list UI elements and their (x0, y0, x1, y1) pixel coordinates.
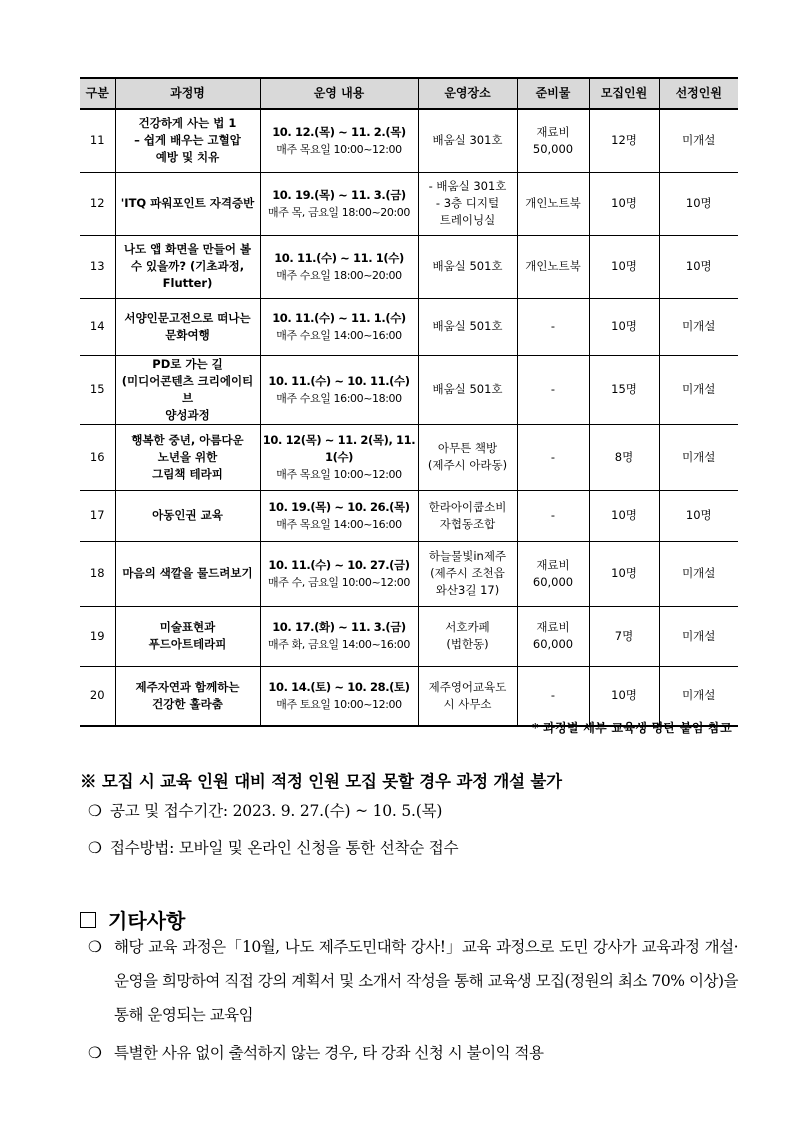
recruit-count: 10명 (589, 298, 659, 355)
header-place: 운영장소 (418, 78, 517, 109)
recruit-count: 12명 (589, 109, 659, 172)
selected-count: 미개설 (659, 606, 738, 666)
bullet-circle-icon: ❍ (88, 1044, 102, 1062)
course-time: 매주 목요일 10:00~12:00 (276, 467, 402, 481)
course-period: 10. 11.(수) ~ 11. 1.(수) (272, 310, 406, 325)
course-supplies: 재료비 50,000 (517, 109, 589, 172)
bullet-circle-icon: ❍ (88, 938, 102, 956)
schedule-cell (260, 490, 418, 541)
row-number: 15 (80, 355, 115, 424)
row-number: 20 (80, 666, 115, 726)
course-title: 서양인문고전으로 떠나는 문화여행 (115, 298, 260, 355)
row-number: 12 (80, 172, 115, 235)
row-number: 19 (80, 606, 115, 666)
table-row (80, 541, 738, 606)
row-number: 13 (80, 235, 115, 298)
course-title: 제주자연과 함께하는 건강한 훌라춤 (115, 666, 260, 726)
etc-item-text: 특별한 사유 없이 출석하지 않는 경우, 타 강좌 신청 시 불이익 적용 (114, 1044, 544, 1062)
etc-title: 기타사항 (108, 909, 186, 933)
table-row (80, 298, 738, 355)
schedule-cell (260, 666, 418, 726)
course-supplies: - (517, 424, 589, 490)
course-period: 10. 19.(목) ~ 10. 26.(목) (268, 499, 410, 514)
course-place: 배움실 301호 (418, 109, 517, 172)
course-place: 하늘물빛in제주 (제주시 조천읍 와산3길 17) (418, 541, 517, 606)
course-title: 행복한 중년, 아름다운 노년을 위한 그림책 테라피 (115, 424, 260, 490)
recruit-count: 15명 (589, 355, 659, 424)
etc-item-text: 해당 교육 과정은「10월, 나도 제주도민대학 강사!」교육 과정으로 도민 강사가 교육과정 개설·운영을 희망하여 직접 강의 계획서 및 소개서 작성을 통해 교육생 모집(정원의 최소 70% 이상)을 통해 운영되는 교육임 (114, 938, 738, 1024)
course-supplies: - (517, 490, 589, 541)
course-time: 매주 수요일 16:00~18:00 (276, 391, 402, 405)
row-number: 17 (80, 490, 115, 541)
table-row (80, 606, 738, 666)
recruit-count: 10명 (589, 541, 659, 606)
course-table (80, 77, 738, 727)
table-header-row (80, 78, 738, 109)
application-method-text: 접수방법: 모바일 및 온라인 신청을 통한 선착순 접수 (110, 839, 459, 857)
course-period: 10. 11.(수) ~ 10. 11.(수) (268, 373, 410, 388)
course-place: 서호카페 (법한동) (418, 606, 517, 666)
table-row (80, 235, 738, 298)
recruit-count: 10명 (589, 235, 659, 298)
table-row (80, 490, 738, 541)
course-time: 매주 화, 금요일 14:00~16:00 (268, 638, 410, 651)
course-title: 아동인권 교육 (115, 490, 260, 541)
course-supplies: 재료비 60,000 (517, 541, 589, 606)
table-row (80, 424, 738, 490)
header-supplies: 준비물 (517, 78, 589, 109)
row-number: 16 (80, 424, 115, 490)
course-title: 건강하게 사는 법 1 – 쉽게 배우는 고혈압 예방 및 치유 (115, 109, 260, 172)
course-period: 10. 11.(수) ~ 11. 1(수) (274, 250, 404, 265)
table-row (80, 666, 738, 726)
course-time: 매주 토요일 10:00~12:00 (276, 697, 402, 711)
recruit-count: 10명 (589, 666, 659, 726)
course-title: PD로 가는 길 (미디어콘텐츠 크리에이티브 양성과정 (115, 355, 260, 424)
row-number: 11 (80, 109, 115, 172)
recruit-count: 10명 (589, 490, 659, 541)
table-row (80, 109, 738, 172)
bullet-circle-icon: ❍ (88, 802, 102, 820)
application-period (88, 799, 442, 821)
schedule-cell (260, 424, 418, 490)
selected-count: 10명 (659, 490, 738, 541)
course-time: 매주 수요일 14:00~16:00 (276, 328, 402, 342)
course-place: 한라아이쿱소비 자협동조합 (418, 490, 517, 541)
schedule-cell (260, 109, 418, 172)
header-course-name: 과정명 (115, 78, 260, 109)
schedule-cell (260, 172, 418, 235)
selected-count: 10명 (659, 235, 738, 298)
row-number: 18 (80, 541, 115, 606)
schedule-cell (260, 235, 418, 298)
selected-count: 10명 (659, 172, 738, 235)
course-title: 마음의 색깔을 물드려보기 (115, 541, 260, 606)
course-period: 10. 11.(수) ~ 10. 27.(금) (268, 557, 410, 572)
etc-item-course-info (88, 930, 738, 1032)
header-category: 구분 (80, 78, 115, 109)
notice-heading: ※ 모집 시 교육 인원 대비 적정 인원 모집 못할 경우 과정 개설 불가 (80, 772, 562, 791)
course-time: 매주 목, 금요일 18:00~20:00 (268, 205, 410, 219)
course-time: 매주 수요일 18:00~20:00 (276, 268, 402, 282)
course-supplies: - (517, 355, 589, 424)
course-place: 배움실 501호 (418, 235, 517, 298)
table-footnote: * 과정별 세부 교육생 명단 붙임 참고 (532, 721, 732, 735)
course-place: 배움실 501호 (418, 298, 517, 355)
course-place: 제주영어교육도 시 사무소 (418, 666, 517, 726)
schedule-cell (260, 541, 418, 606)
course-title: 'ITQ 파워포인트 자격증반 (115, 172, 260, 235)
recruit-count: 8명 (589, 424, 659, 490)
application-period-text: 공고 및 접수기간: 2023. 9. 27.(수) ~ 10. 5.(목) (110, 802, 443, 820)
selected-count: 미개설 (659, 298, 738, 355)
course-period: 10. 14.(토) ~ 10. 28.(토) (268, 679, 410, 694)
course-supplies: - (517, 666, 589, 726)
etc-item-attendance (88, 1036, 738, 1070)
recruit-count: 7명 (589, 606, 659, 666)
bullet-circle-icon: ❍ (88, 839, 102, 857)
header-schedule: 운영 내용 (260, 78, 418, 109)
course-place: 배움실 501호 (418, 355, 517, 424)
course-place: 아무튼 책방 (제주시 아라동) (418, 424, 517, 490)
course-supplies: 개인노트북 (517, 172, 589, 235)
course-time: 매주 목요일 14:00~16:00 (276, 517, 402, 531)
course-period: 10. 19.(목) ~ 11. 3.(금) (272, 187, 406, 202)
course-place: - 배움실 301호 - 3층 디지털 트레이닝실 (418, 172, 517, 235)
course-supplies: 개인노트북 (517, 235, 589, 298)
square-box-icon (80, 912, 96, 928)
course-title: 나도 앱 화면을 만들어 볼 수 있을까? (기초과정, Flutter) (115, 235, 260, 298)
course-supplies: 재료비 60,000 (517, 606, 589, 666)
row-number: 14 (80, 298, 115, 355)
schedule-cell (260, 606, 418, 666)
header-selected: 선정인원 (659, 78, 738, 109)
selected-count: 미개설 (659, 355, 738, 424)
table-row (80, 172, 738, 235)
course-supplies: - (517, 298, 589, 355)
course-title: 미술표현과 푸드아트테라피 (115, 606, 260, 666)
selected-count: 미개설 (659, 541, 738, 606)
header-recruit: 모집인원 (589, 78, 659, 109)
recruit-count: 10명 (589, 172, 659, 235)
course-period: 10. 12(목) ~ 11. 2(목), 11. 1(수) (262, 432, 416, 464)
schedule-cell (260, 298, 418, 355)
application-method (88, 836, 458, 858)
schedule-cell (260, 355, 418, 424)
course-period: 10. 12.(목) ~ 11. 2.(목) (272, 124, 406, 139)
selected-count: 미개설 (659, 424, 738, 490)
table-row (80, 355, 738, 424)
course-time: 매주 목요일 10:00~12:00 (276, 142, 402, 156)
selected-count: 미개설 (659, 109, 738, 172)
selected-count: 미개설 (659, 666, 738, 726)
course-time: 매주 수, 금요일 10:00~12:00 (268, 575, 410, 589)
course-period: 10. 17.(화) ~ 11. 3.(금) (272, 620, 406, 634)
